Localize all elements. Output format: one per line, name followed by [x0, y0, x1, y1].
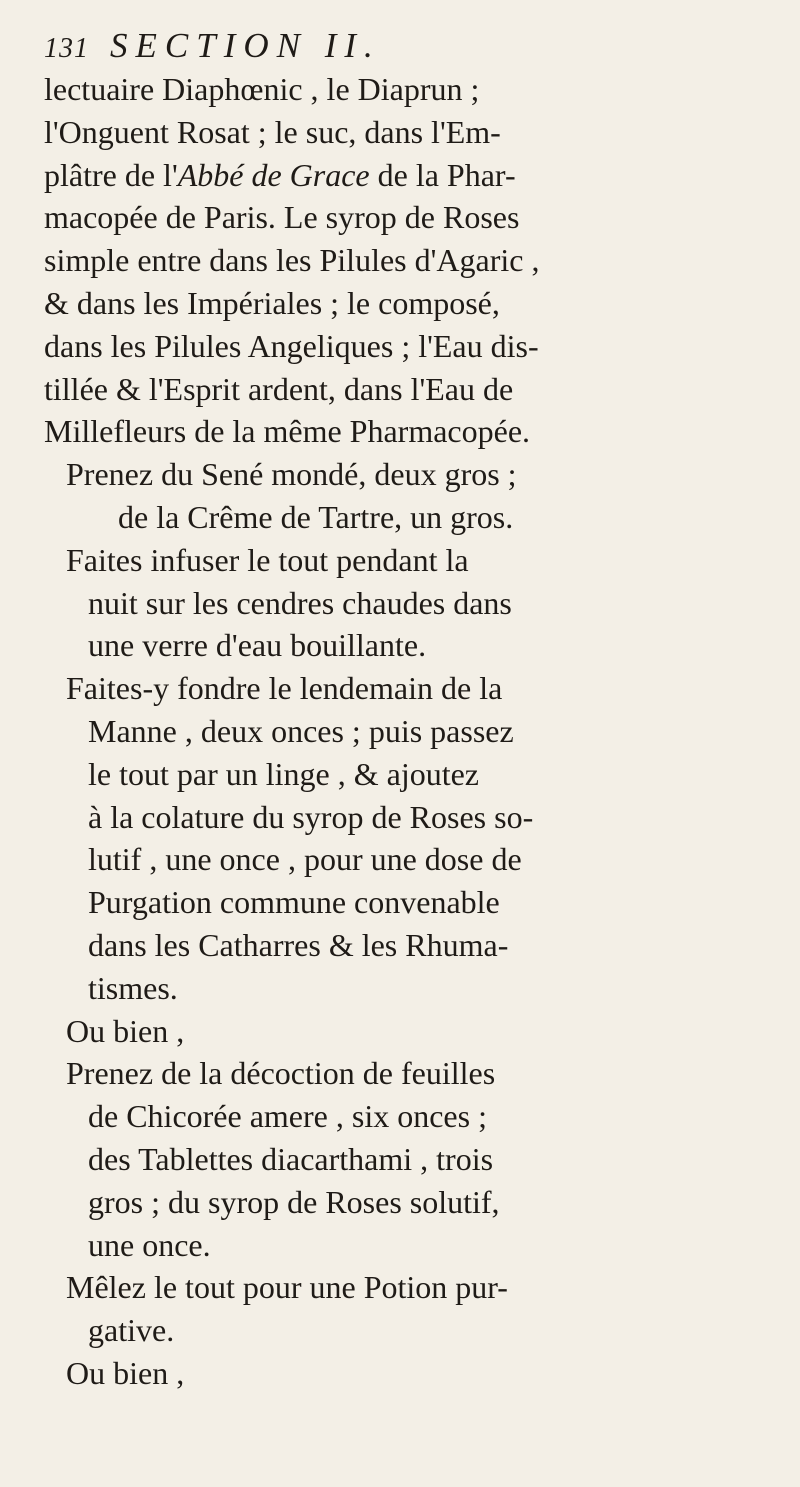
recipe-line-1: Prenez du Sené mondé, deux gros ; [66, 456, 517, 493]
recipe-line-11: Purgation commune convenable [88, 884, 500, 921]
alternative-heading-2: Ou bien , [66, 1354, 185, 1391]
recipe-line-8: le tout par un linge , & ajoutez [88, 755, 479, 792]
recipe-line-12: dans les Catharres & les Rhuma- [88, 926, 509, 963]
page-header [44, 24, 772, 68]
italic-term: Abbé de Grace [177, 156, 370, 193]
text-line-9: Millefleurs de la même Pharmacopée. [44, 413, 531, 450]
recipe-line-2: de la Crême de Tartre, un gros. [118, 498, 514, 535]
running-head: SECTION II. [110, 26, 381, 65]
recipe-line-7: Manne , deux onces ; puis passez [88, 712, 514, 749]
recipe-line-15: de Chicorée amere , six onces ; [88, 1098, 487, 1135]
text-line-8: tillée & l'Esprit ardent, dans l'Eau de [44, 370, 514, 407]
text-line-7: dans les Pilules Angeliques ; l'Eau dis- [44, 327, 539, 364]
text-line-2: l'Onguent Rosat ; le suc, dans l'Em- [44, 113, 501, 150]
recipe-line-16: des Tablettes diacarthami , trois [88, 1140, 494, 1177]
recipe-line-13: tismes. [88, 969, 178, 1006]
text-line-1: lectuaire Diaphœnic , le Diaprun ; [44, 71, 480, 107]
recipe-line-4: nuit sur les cendres chaudes dans [88, 584, 512, 621]
body-text [44, 68, 772, 1395]
recipe-line-19: Mêlez le tout pour une Potion pur- [66, 1269, 508, 1306]
text-line-3: plâtre de l'Abbé de Grace de la Phar- [44, 156, 516, 193]
recipe-line-6: Faites-y fondre le lendemain de la [66, 670, 503, 707]
recipe-line-18: une once. [88, 1226, 211, 1263]
text-line-6: & dans les Impériales ; le composé, [44, 284, 500, 321]
recipe-line-17: gros ; du syrop de Roses solutif, [88, 1183, 500, 1220]
recipe-line-14: Prenez de la décoction de feuilles [66, 1055, 496, 1092]
recipe-line-9: à la colature du syrop de Roses so- [88, 798, 534, 835]
recipe-line-5: une verre d'eau bouillante. [88, 627, 427, 664]
text-line-4: macopée de Paris. Le syrop de Roses [44, 199, 520, 236]
recipe-line-3: Faites infuser le tout pendant la [66, 541, 469, 578]
recipe-line-10: lutif , une once , pour une dose de [88, 841, 522, 878]
page-number: 131 [44, 33, 89, 64]
recipe-line-20: gative. [88, 1312, 175, 1349]
alternative-heading-1: Ou bien , [66, 1012, 185, 1049]
text-line-5: simple entre dans les Pilules d'Agaric , [44, 242, 540, 279]
